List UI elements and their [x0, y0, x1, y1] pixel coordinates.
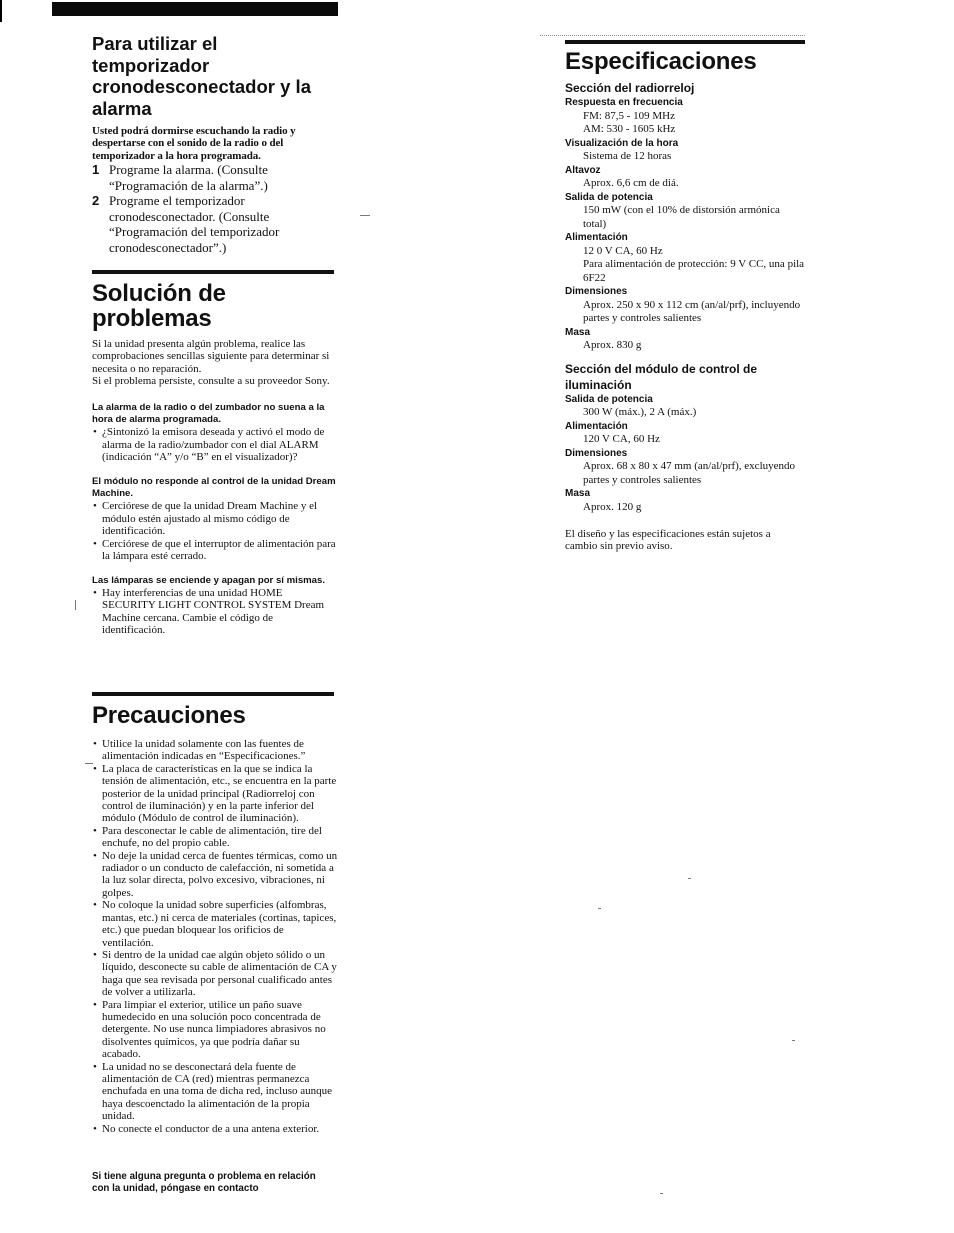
spec-item: [565, 231, 805, 285]
spec-label: Salida de potencia: [565, 191, 653, 203]
spec-item: [565, 137, 805, 164]
precaution-item: • La placa de características en la que se indica la tensión de alimentación, etc., se encuentra en la parte posterior de la unidad principal (Radiorreloj con control de iluminación) y en la parte inferior del módulo (Módulo de control de iluminación).: [92, 763, 338, 825]
spec-item: [565, 487, 805, 514]
spec-value: Sistema de 12 horas: [583, 150, 672, 162]
header-bar: [52, 2, 338, 16]
step-number: 2: [92, 193, 100, 209]
step-number: 1: [92, 162, 100, 178]
precautions-footer-wrap: [92, 1171, 332, 1196]
spec-item: [565, 285, 805, 326]
issue-solution: • Cerciórese de que el interruptor de alimentación para la lámpara esté cerrado.: [92, 538, 338, 563]
spec-item: [565, 164, 805, 191]
specs-title: Especificaciones: [565, 48, 757, 75]
spec-value: Aprox. 120 g: [583, 500, 642, 513]
troubleshooting-title: Solución de problemas: [92, 280, 226, 332]
spec-value: 300 W (máx.), 2 A (máx.): [583, 406, 697, 418]
spec-item: [565, 393, 805, 420]
precaution-item: • Para limpiar el exterior, utilice un paño suave humedecido en una solución poco concentrada de detergente. No use nunca limpiadores abrasivos no disolventes químicos, ya que podría dañar su acabado.: [92, 999, 338, 1061]
issue-solution: • Hay interferencias de una unidad HOME SECURITY LIGHT CONTROL SYSTEM Dream Machine cercana. Cambie el código de identificación.: [92, 587, 338, 637]
spec-value: 150 mW (con el 10% de distorsión armónica total): [583, 204, 780, 230]
spec-label: Altavoz: [565, 164, 601, 176]
scan-speck: [660, 1193, 663, 1194]
light-specs: [565, 393, 805, 515]
scan-speck: [360, 215, 370, 216]
spec-value: Aprox. 830 g: [583, 339, 642, 351]
spec-label: Alimentación: [565, 232, 628, 243]
timer-steps: [92, 162, 338, 255]
spec-label: Respuesta en frecuencia: [565, 97, 683, 108]
spec-value: 120 V CA, 60 Hz: [583, 433, 660, 445]
page-edge-mark: [0, 0, 2, 22]
issue-solutions: [92, 500, 338, 562]
issue-solution: • ¿Sintonizó la emisora deseada y activó el modo de alarma de la radio/zumbador con el dial ALARM (indicación “A” y/o “B” en el visualizador)?: [92, 426, 338, 463]
spec-label: Alimentación: [565, 420, 628, 432]
spec-label: Masa: [565, 326, 591, 338]
precautions-footer: Si tiene alguna pregunta o problema en relación con la unidad, póngase en contacto: [92, 1171, 316, 1195]
spec-item: [565, 191, 805, 232]
scan-speck: [75, 600, 76, 610]
spec-label: Dimensiones: [565, 447, 628, 459]
spec-item: [565, 420, 805, 447]
precaution-item: • No coloque la unidad sobre superficies (alfombras, mantas, etc.) ni cerca de materiales (cortinas, tapices, etc.) que puedan bloquear los orificios de ventilación.: [92, 899, 338, 949]
precaution-item: • Si dentro de la unidad cae algún objeto sólido o un líquido, desconecte su cable de alimentación de CA y haga que sea revisada por personal cualificado antes de volver a utilizarla.: [92, 949, 338, 999]
issue-question: La alarma de la radio o del zumbador no suena a la hora de alarma programada.: [92, 401, 325, 426]
spec-item: [565, 96, 805, 137]
issue-solutions: [92, 426, 338, 463]
specs-rule: [565, 40, 805, 44]
precaution-item: • Utilice la unidad solamente con las fuentes de alimentación indicadas en “Especificaciones.”: [92, 738, 338, 763]
spec-value: 12 0 V CA, 60 Hz: [583, 244, 663, 257]
timer-step: [92, 193, 338, 255]
spec-value: Aprox. 68 x 80 x 47 mm (an/al/prf), excluyendo partes y controles salientes: [583, 460, 796, 486]
issue-solution: • Cerciórese de que la unidad Dream Machine y el módulo estén ajustado al mismo código de identificación.: [92, 500, 338, 537]
troubleshooting-section: [92, 281, 338, 637]
scan-speck: [598, 908, 601, 909]
spec-item: [565, 326, 805, 353]
spec-item: [565, 447, 805, 488]
specs-section: [565, 49, 805, 553]
spec-label: Visualización de la hora: [565, 137, 679, 149]
specs-note: El diseño y las especificaciones están sujetos a cambio sin previo aviso.: [565, 528, 771, 553]
timer-title: Para utilizar el temporizador cronodesconectador y la alarma: [92, 33, 311, 119]
spec-value: AM: 530 - 1605 kHz: [583, 123, 676, 135]
spec-label: Masa: [565, 488, 591, 499]
step-text: Programe la alarma. (Consulte “Programación de la alarma”.): [109, 162, 268, 193]
precautions-title: Precauciones: [92, 702, 246, 729]
timer-section: [92, 33, 338, 255]
spec-label: Salida de potencia: [565, 393, 653, 405]
precautions-section: [92, 703, 338, 1135]
scan-speck: [85, 763, 93, 764]
step-text: Programe el temporizador cronodesconectador. (Consulte “Programación del temporizador cronodesconectador”.): [109, 193, 280, 255]
precaution-item: • No conecte el conductor de a una antena exterior.: [92, 1123, 338, 1135]
scan-speck: [688, 878, 691, 879]
radio-section-heading: Sección del radiorreloj: [565, 81, 695, 95]
header-dotted-line: [540, 35, 805, 38]
precaution-item: • No deje la unidad cerca de fuentes térmicas, como un radiador o un conducto de calefacción, ni sometida a la luz solar directa, polvo excesivo, vibraciones, ni golpes.: [92, 850, 338, 900]
radio-specs: [565, 96, 805, 353]
issue-solutions: [92, 587, 338, 637]
troubleshooting-issues: [92, 402, 338, 637]
spec-value: Para alimentación de protección: 9 V CC, una pila 6F22: [583, 258, 805, 284]
light-section-heading: Sección del módulo de control de iluminación: [565, 361, 758, 392]
spec-value: FM: 87,5 - 109 MHz: [583, 109, 675, 122]
troubleshooting-intro-1: Si la unidad presenta algún problema, realice las comprobaciones sencillas siguiente para determinar si necesita o no reparación.: [92, 338, 330, 375]
section-rule: [92, 692, 334, 696]
section-rule: [92, 270, 334, 274]
scan-speck: [792, 1040, 795, 1041]
precaution-item: • Para desconectar le cable de alimentación, tire del enchufe, no del propio cable.: [92, 825, 338, 850]
spec-value: Aprox. 250 x 90 x 112 cm (an/al/prf), incluyendo partes y controles salientes: [583, 298, 801, 324]
precautions-list: [92, 738, 338, 1135]
spec-label: Dimensiones: [565, 286, 628, 297]
spec-value: Aprox. 6,6 cm de diá.: [583, 177, 679, 189]
issue-question: Las lámparas se enciende y apagan por sí mismas.: [92, 574, 326, 586]
troubleshooting-intro-2: Si el problema persiste, consulte a su proveedor Sony.: [92, 375, 330, 388]
timer-step: [92, 162, 338, 193]
issue-question: El módulo no responde al control de la unidad Dream Machine.: [92, 475, 336, 500]
precaution-item: • La unidad no se desconectará dela fuente de alimentación de CA (red) mientras permanezca enchufada en una toma de dicha red, incluso aunque haya descoenctado la alimentación de la propia unidad.: [92, 1061, 338, 1123]
timer-intro: Usted podrá dormirse escuchando la radio y despertarse con el sonido de la radio o del temporizador a la hora programada.: [92, 125, 296, 162]
